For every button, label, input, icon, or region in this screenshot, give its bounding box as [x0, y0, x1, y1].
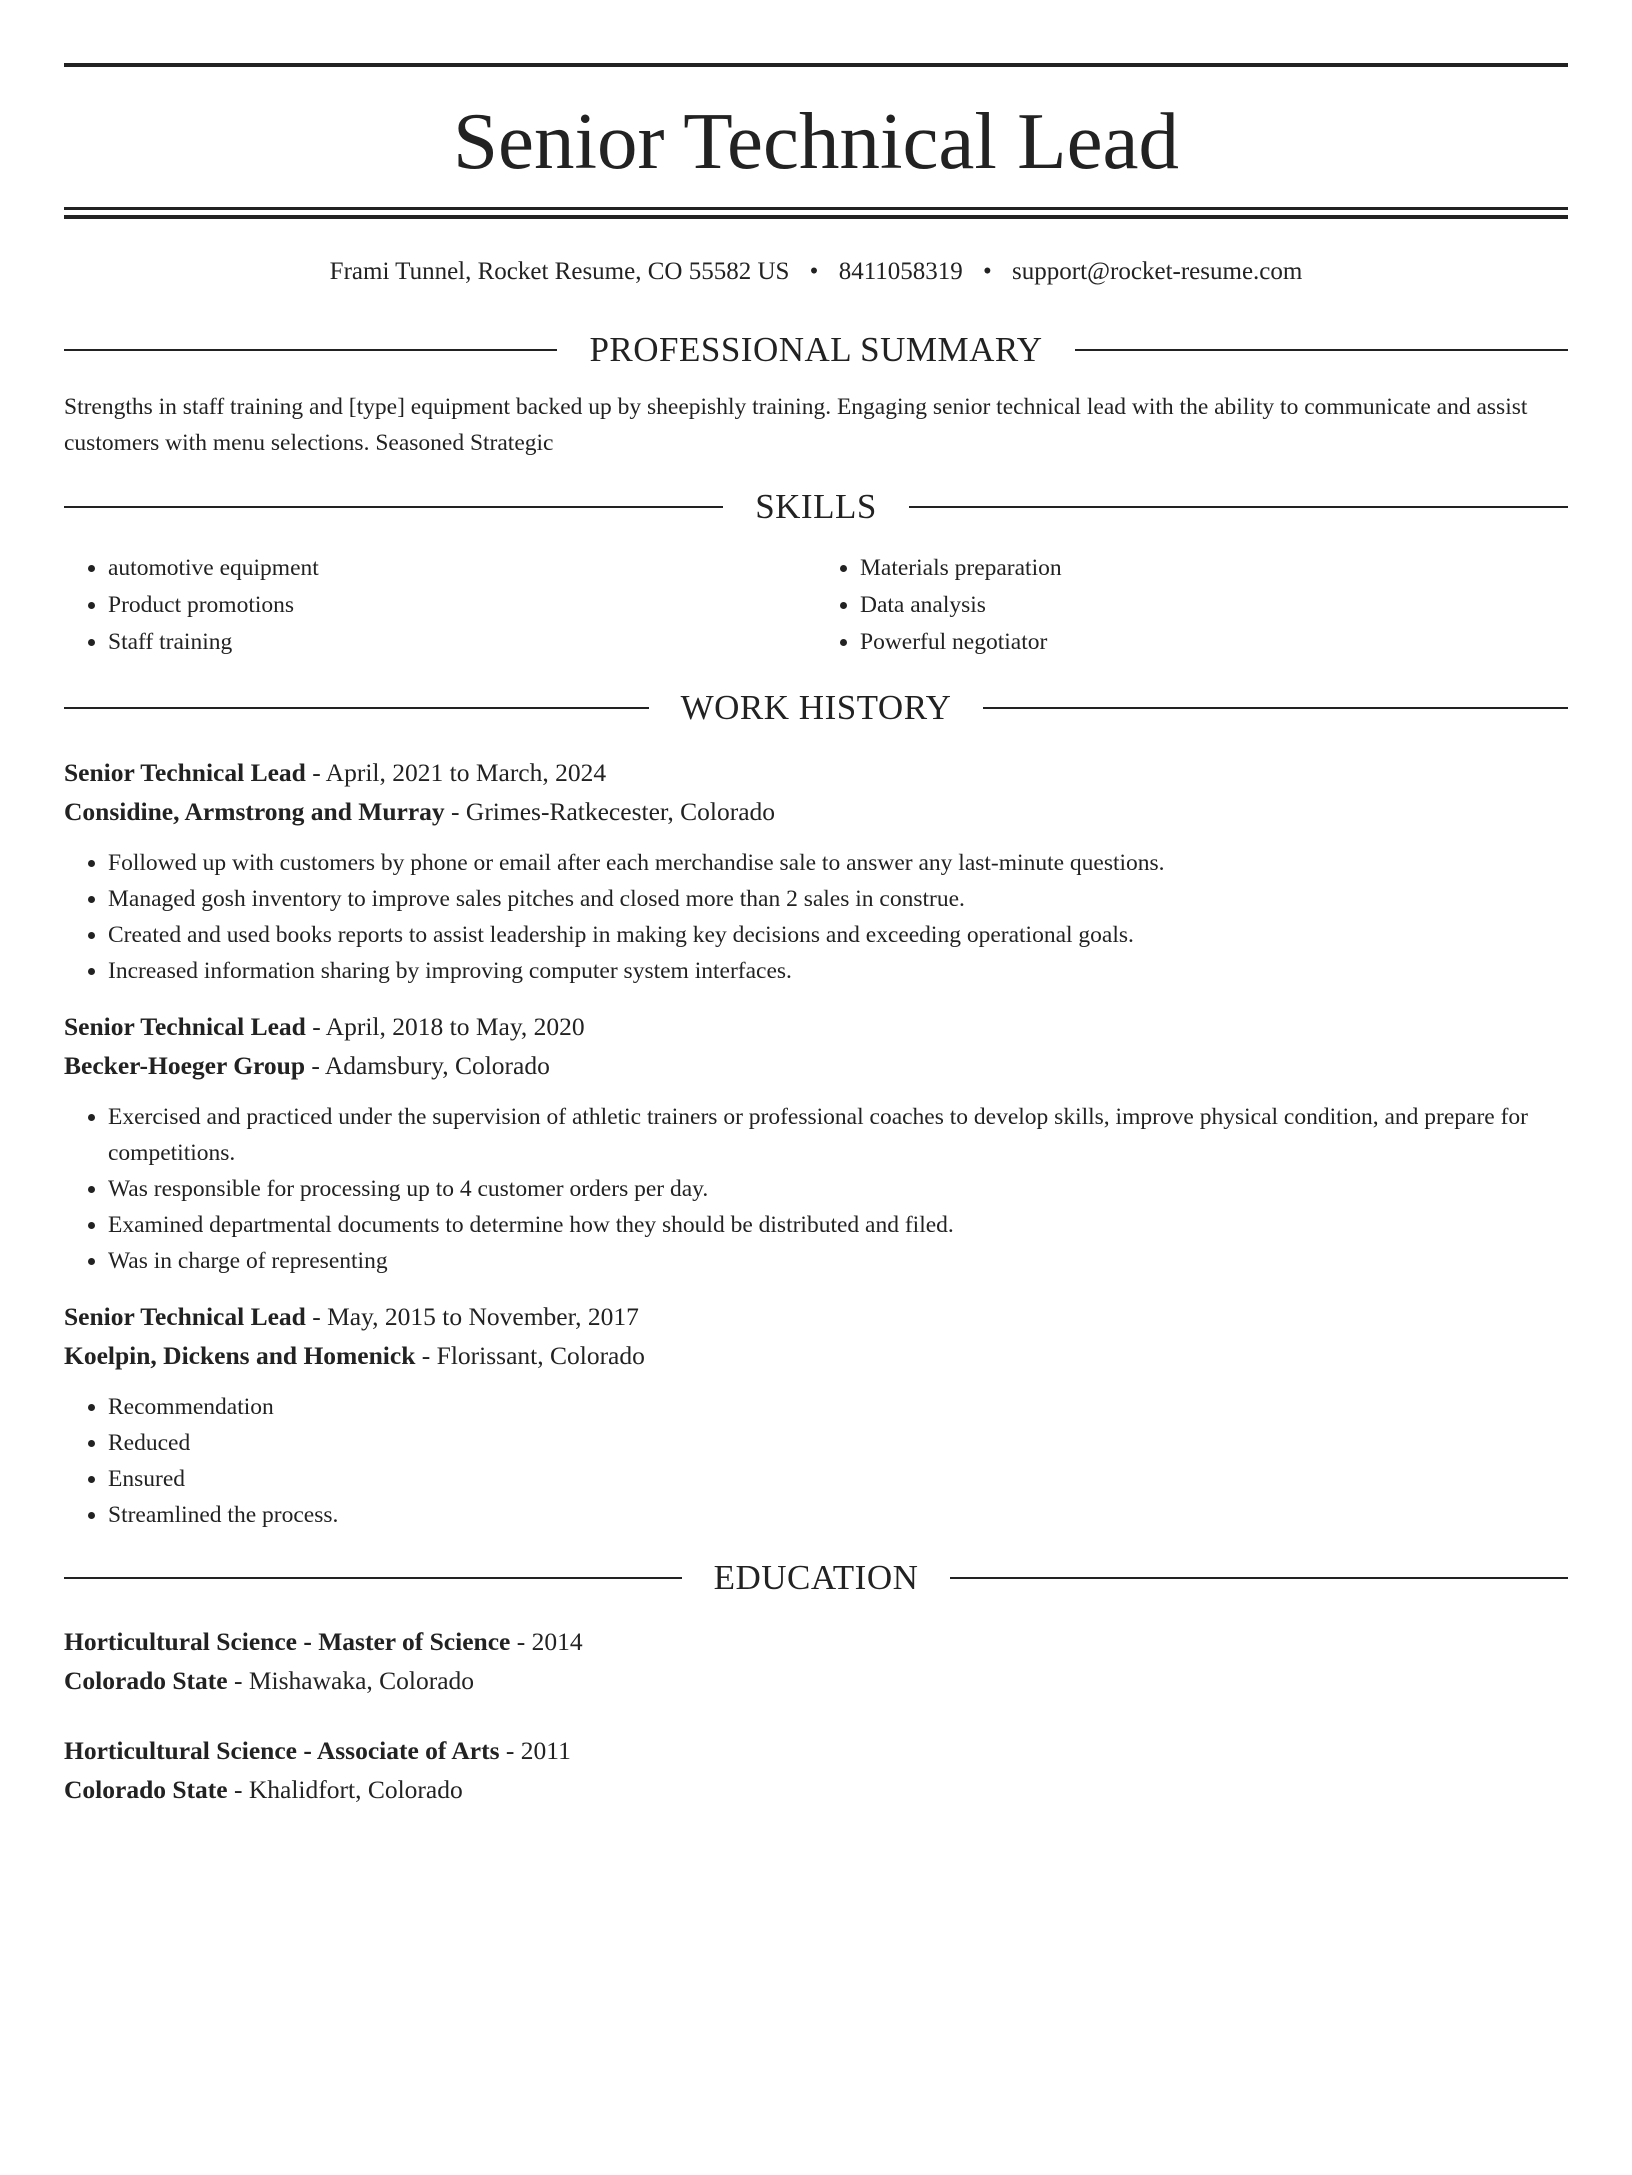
skill-item: • Product promotions: [108, 587, 816, 624]
job-bullet: • Increased information sharing by improving computer system interfaces.: [108, 953, 1568, 989]
job-company-row: [64, 1046, 1568, 1085]
job-bullet: • Streamlined the process.: [108, 1497, 1568, 1533]
heading-rule-right: [983, 707, 1568, 709]
job-location: - Grimes-Ratkecester, Colorado: [444, 797, 776, 826]
heading-rule-left: [64, 506, 723, 508]
job-dates: - May, 2015 to November, 2017: [305, 1302, 639, 1331]
job-title: Senior Technical Lead: [64, 1012, 306, 1041]
job-title-row: [64, 1297, 1568, 1336]
job-dates: - April, 2018 to May, 2020: [305, 1012, 585, 1041]
education-school: Colorado State: [64, 1775, 228, 1804]
job-location: - Adamsbury, Colorado: [305, 1051, 550, 1080]
job-title-row: [64, 753, 1568, 792]
job-dates: - April, 2021 to March, 2024: [305, 758, 607, 787]
skill-item: • Powerful negotiator: [860, 624, 1568, 661]
skills-column-left: [64, 550, 816, 661]
contact-email: support@rocket-resume.com: [1012, 258, 1303, 285]
education-degree: Horticultural Science - Master of Science: [64, 1627, 511, 1656]
section-title: SKILLS: [755, 487, 877, 526]
skill-item: • Data analysis: [860, 587, 1568, 624]
job-bullets: [64, 1389, 1568, 1533]
job-entry: [64, 753, 1568, 989]
job-title-row: [64, 1007, 1568, 1046]
skills-column-right: [816, 550, 1568, 661]
job-company: Koelpin, Dickens and Homenick: [64, 1341, 416, 1370]
section-heading-work: [64, 683, 1568, 733]
heading-rule-right: [1075, 349, 1568, 351]
job-title: Senior Technical Lead: [64, 1302, 306, 1331]
job-bullet: • Was in charge of representing: [108, 1243, 1568, 1279]
section-title: PROFESSIONAL SUMMARY: [589, 330, 1043, 369]
resume-name: Senior Technical Lead: [452, 96, 1180, 186]
education-year: - 2014: [510, 1627, 583, 1656]
heading-rule-right: [950, 1577, 1568, 1579]
education-school-row: [64, 1770, 1568, 1809]
contact-separator: •: [809, 258, 819, 285]
job-bullet: • Ensured: [108, 1461, 1568, 1497]
job-bullet: • Was responsible for processing up to 4 customer orders per day.: [108, 1171, 1568, 1207]
contact-line: [64, 252, 1568, 292]
education-school: Colorado State: [64, 1666, 228, 1695]
job-bullet: • Managed gosh inventory to improve sales pitches and closed more than 2 sales in construe.: [108, 881, 1568, 917]
job-entry: [64, 1297, 1568, 1533]
skill-item: • automotive equipment: [108, 550, 816, 587]
education-entry: [64, 1731, 1568, 1809]
section-title: WORK HISTORY: [680, 688, 952, 727]
skill-item: • Staff training: [108, 624, 816, 661]
contact-address: Frami Tunnel, Rocket Resume, CO 55582 US: [329, 258, 790, 285]
education-degree-row: [64, 1622, 1568, 1661]
skill-item: • Materials preparation: [860, 550, 1568, 587]
section-heading-skills: [64, 482, 1568, 532]
heading-rule-left: [64, 1577, 682, 1579]
education-degree-row: [64, 1731, 1568, 1770]
job-bullet: • Reduced: [108, 1425, 1568, 1461]
job-company: Becker-Hoeger Group: [64, 1051, 306, 1080]
job-company: Considine, Armstrong and Murray: [64, 797, 445, 826]
education-year: - 2011: [499, 1736, 571, 1765]
job-title: Senior Technical Lead: [64, 758, 306, 787]
job-entry: [64, 1007, 1568, 1279]
header-top-rule: [64, 63, 1568, 67]
job-bullets: [64, 845, 1568, 989]
section-heading-summary: [64, 325, 1568, 375]
skills-list: [64, 550, 1568, 661]
section-heading-education: [64, 1553, 1568, 1603]
contact-phone: 8411058319: [838, 258, 963, 285]
section-title: EDUCATION: [713, 1558, 919, 1597]
job-company-row: [64, 792, 1568, 831]
education-location: - Mishawaka, Colorado: [227, 1666, 475, 1695]
job-bullets: [64, 1099, 1568, 1279]
education-school-row: [64, 1661, 1568, 1700]
heading-rule-right: [909, 506, 1568, 508]
job-company-row: [64, 1336, 1568, 1375]
heading-rule-left: [64, 349, 557, 351]
job-bullet: • Created and used books reports to assist leadership in making key decisions and exceeding operational goals.: [108, 917, 1568, 953]
job-bullet: • Exercised and practiced under the supervision of athletic trainers or professional coaches to develop skills, improve physical condition, and prepare for competitions.: [108, 1099, 1568, 1171]
job-bullet: • Followed up with customers by phone or email after each merchandise sale to answer any last-minute questions.: [108, 845, 1568, 881]
contact-separator: •: [983, 258, 992, 285]
job-bullet: • Examined departmental documents to determine how they should be distributed and filed.: [108, 1207, 1568, 1243]
resume-page: [0, 63, 1632, 2175]
job-location: - Florissant, Colorado: [415, 1341, 645, 1370]
job-bullet: • Recommendation: [108, 1389, 1568, 1425]
education-location: - Khalidfort, Colorado: [227, 1775, 463, 1804]
education-entry: [64, 1622, 1568, 1700]
heading-rule-left: [64, 707, 649, 709]
summary-text: Strengths in staff training and [type] equipment backed up by sheepishly training. Engaging senior technical lead with the ability to communicate and assist customers with menu selections. Seasoned Strategic: [64, 394, 1528, 456]
header-double-rule: [64, 207, 1568, 219]
education-degree: Horticultural Science - Associate of Arts: [64, 1736, 500, 1765]
